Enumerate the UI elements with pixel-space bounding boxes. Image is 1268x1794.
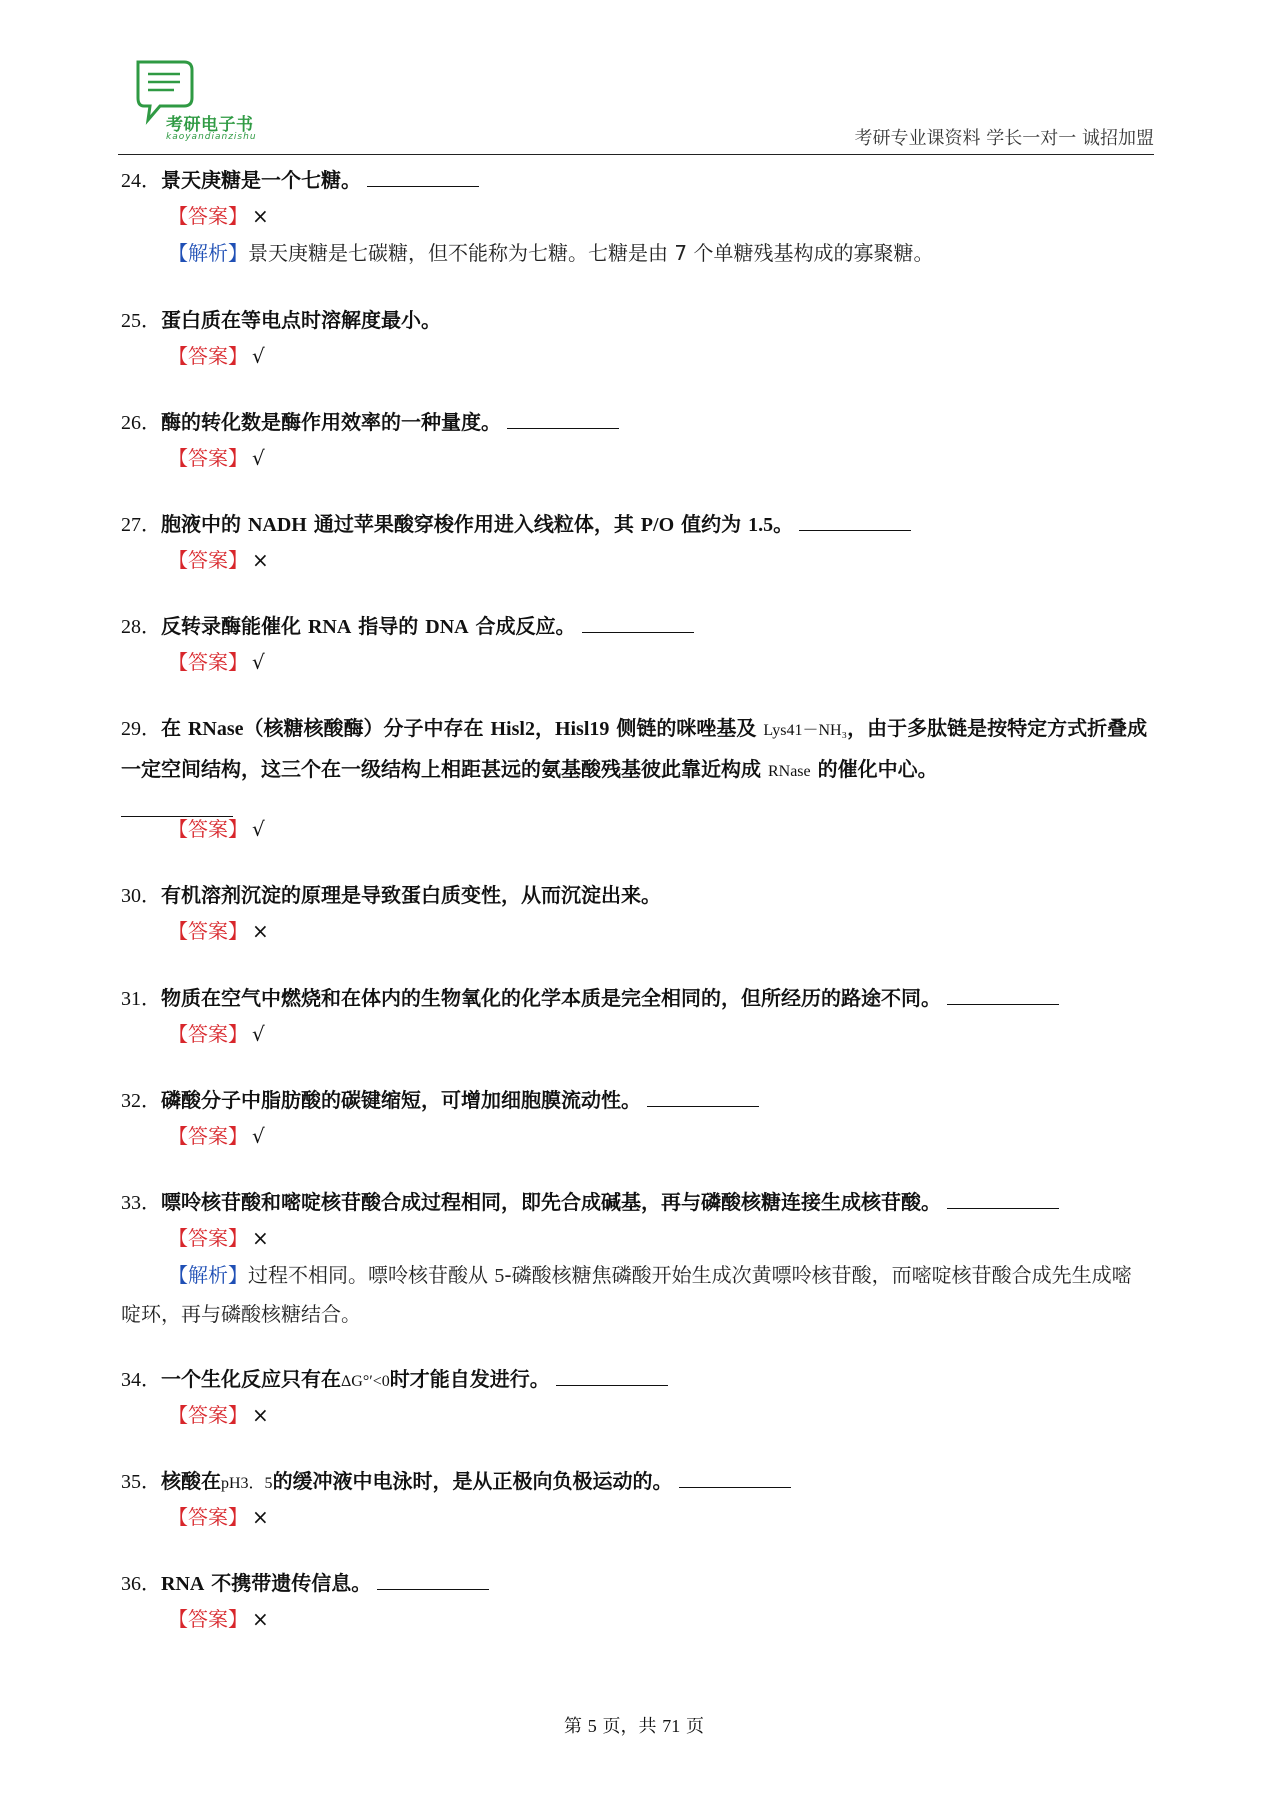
text-span: 【答案】 (168, 650, 248, 674)
page-number: 5 (587, 1716, 597, 1736)
answer-blank (582, 616, 694, 633)
text-span: 景天庚糖是七碳糖，但不能称为七糖。七糖是由 7 个单糖残基构成的寡聚糖。 (248, 241, 934, 265)
text-span: 【答案】 (168, 1607, 248, 1631)
text-span: 第 (564, 1716, 588, 1737)
logo-text: 考研电子书 (166, 115, 254, 135)
text-span: × (252, 548, 269, 572)
delta-g-formula: ΔG°′<0 (341, 1373, 390, 1390)
text-span: 31． (121, 988, 161, 1010)
text-span: -磷酸核糖焦磷酸开始生成次黄嘌呤核苷酸，而嘧啶核苷酸合成先生成嘧啶环，再与磷酸核糖结合。 (121, 1263, 1132, 1326)
text-span: 5 (494, 1265, 505, 1287)
explanation-24 (168, 234, 1151, 272)
text-span: √ (252, 1124, 265, 1148)
text-span: 核酸在 (161, 1469, 221, 1493)
question-27 (121, 505, 1151, 544)
answer-33 (168, 1219, 269, 1257)
text-span: 【解析】 (168, 241, 248, 265)
explanation-33 (121, 1256, 1151, 1333)
answer-blank (947, 1192, 1059, 1209)
text-span: 【解析】 (168, 1263, 248, 1287)
text-span: × (252, 1505, 269, 1529)
text-span: RNase (187, 718, 244, 740)
text-span: ，由于多肽链是按特定方式折叠成一定空间结构，这三个在一级结构上相距甚远的氨基酸残基彼此靠近构成 (121, 716, 1148, 781)
answer-36 (168, 1600, 269, 1638)
text-span: 30． (121, 885, 161, 907)
text-span: 32． (121, 1090, 161, 1112)
text-span: 磷酸分子中脂肪酸的碳键缩短，可增加细胞膜流动性。 (161, 1088, 641, 1112)
question-31 (121, 979, 1151, 1018)
text-span: √ (252, 446, 265, 470)
text-span: 【答案】 (168, 548, 248, 572)
text-span: 页，共 (596, 1716, 663, 1737)
text-span: 1.5 (748, 514, 774, 536)
text-span: 【答案】 (168, 1403, 248, 1427)
text-span: 景天庚糖是一个七糖。 (161, 168, 361, 192)
text-span: × (252, 1403, 269, 1427)
text-span: DNA (425, 616, 469, 638)
text-span: P/O (640, 514, 675, 536)
answer-35 (168, 1498, 269, 1536)
text-span: 蛋白质在等电点时溶解度最小。 (161, 308, 441, 332)
answer-blank (507, 412, 619, 429)
lys-nh3-formula: Lys41－NH₃ (763, 722, 848, 739)
text-span: RNA (307, 616, 352, 638)
answer-blank (799, 514, 911, 531)
text-span: 36． (121, 1573, 161, 1595)
question-35 (121, 1462, 1151, 1503)
text-span: √ (252, 817, 265, 841)
question-34 (121, 1360, 1151, 1401)
answer-24 (168, 197, 269, 235)
text-span: 值约为 (674, 512, 749, 536)
text-span: × (252, 1607, 269, 1631)
page-total: 71 (662, 1716, 681, 1736)
text-span: 时才能自发进行。 (389, 1367, 550, 1391)
question-24 (121, 161, 1151, 200)
text-span: 页 (680, 1716, 704, 1737)
question-33 (121, 1183, 1151, 1222)
answer-26 (168, 439, 265, 477)
text-span: 34． (121, 1369, 161, 1391)
text-span: Hisl2 (490, 718, 535, 740)
answer-30 (168, 912, 269, 950)
text-span: 【答案】 (168, 344, 248, 368)
ph-value: pH3．5 (221, 1475, 273, 1492)
text-span: 33． (121, 1192, 161, 1214)
answer-blank (556, 1369, 668, 1386)
answer-31 (168, 1015, 265, 1053)
text-span: 24． (121, 170, 161, 192)
text-span: 酶的转化数是酶作用效率的一种量度。 (161, 410, 501, 434)
text-span: 一个生化反应只有在 (161, 1367, 341, 1391)
text-span: 25． (121, 310, 161, 332)
text-span: × (252, 1226, 269, 1250)
text-span: NADH (247, 514, 307, 536)
text-span: √ (252, 344, 265, 368)
text-span: 的催化中心。 (810, 757, 938, 781)
text-span: 的缓冲液中电泳时，是从正极向负极运动的。 (272, 1469, 673, 1493)
answer-29 (168, 810, 265, 848)
text-span: 胞液中的 (161, 512, 248, 536)
text-span: 物质在空气中燃烧和在体内的生物氧化的化学本质是完全相同的，但所经历的路途不同。 (161, 986, 941, 1010)
answer-27 (168, 541, 269, 579)
text-span: 不携带遗传信息。 (204, 1571, 372, 1595)
logo-subtext: kaoyandianzishu (166, 132, 257, 142)
text-span: 27． (121, 514, 161, 536)
answer-blank (647, 1090, 759, 1107)
text-span: × (252, 919, 269, 943)
question-26 (121, 403, 1151, 442)
text-span: √ (252, 1022, 265, 1046)
answer-blank (947, 988, 1059, 1005)
text-span: 【答案】 (168, 919, 248, 943)
text-span: 有机溶剂沉淀的原理是导致蛋白质变性，从而沉淀出来。 (161, 883, 661, 907)
header-slogan: 考研专业课资料 学长一对一 诚招加盟 (854, 128, 1154, 149)
text-span: 【答案】 (168, 1022, 248, 1046)
text-span: 29． (121, 718, 161, 740)
text-span: 【答案】 (168, 204, 248, 228)
text-span: 26． (121, 412, 161, 434)
page-footer (0, 1712, 1268, 1738)
answer-25 (168, 337, 265, 375)
answer-blank (679, 1471, 791, 1488)
answer-blank (367, 170, 479, 187)
text-span: 侧链的咪唑基及 (609, 716, 764, 740)
text-span: 【答案】 (168, 1124, 248, 1148)
question-29 (121, 709, 1151, 829)
text-span: 【答案】 (168, 1226, 248, 1250)
text-span: 通过苹果酸穿梭作用进入线粒体，其 (306, 512, 641, 536)
answer-blank (377, 1573, 489, 1590)
question-32 (121, 1081, 1151, 1120)
text-span: RNA (161, 1573, 205, 1595)
answer-34 (168, 1396, 269, 1434)
text-span: 合成反应。 (468, 614, 576, 638)
text-span: 28． (121, 616, 161, 638)
text-span: 反转录酶能催化 (161, 614, 308, 638)
answer-32 (168, 1117, 265, 1155)
text-span: 。 (773, 512, 794, 536)
header-divider (118, 154, 1154, 155)
question-36 (121, 1564, 1151, 1603)
text-span: 35． (121, 1471, 161, 1493)
text-span: 【答案】 (168, 817, 248, 841)
text-span: 【答案】 (168, 446, 248, 470)
text-span: 【答案】 (168, 1505, 248, 1529)
text-span: × (252, 204, 269, 228)
text-span: Hisl19 (554, 718, 610, 740)
text-span: 在 (161, 716, 188, 740)
text-span: 指导的 (351, 614, 426, 638)
text-span: ， (534, 716, 555, 740)
question-28 (121, 607, 1151, 646)
answer-28 (168, 643, 265, 681)
text-span: √ (252, 650, 265, 674)
text-span: （核糖核酸酶）分子中存在 (243, 716, 491, 740)
text-span: 嘌呤核苷酸和嘧啶核苷酸合成过程相同，即先合成碱基，再与磷酸核糖连接生成核苷酸。 (161, 1190, 941, 1214)
question-25 (121, 301, 1151, 340)
text-span: RNase (767, 763, 811, 780)
text-span: 过程不相同。嘌呤核苷酸从 (248, 1263, 495, 1287)
question-30 (121, 876, 1151, 915)
